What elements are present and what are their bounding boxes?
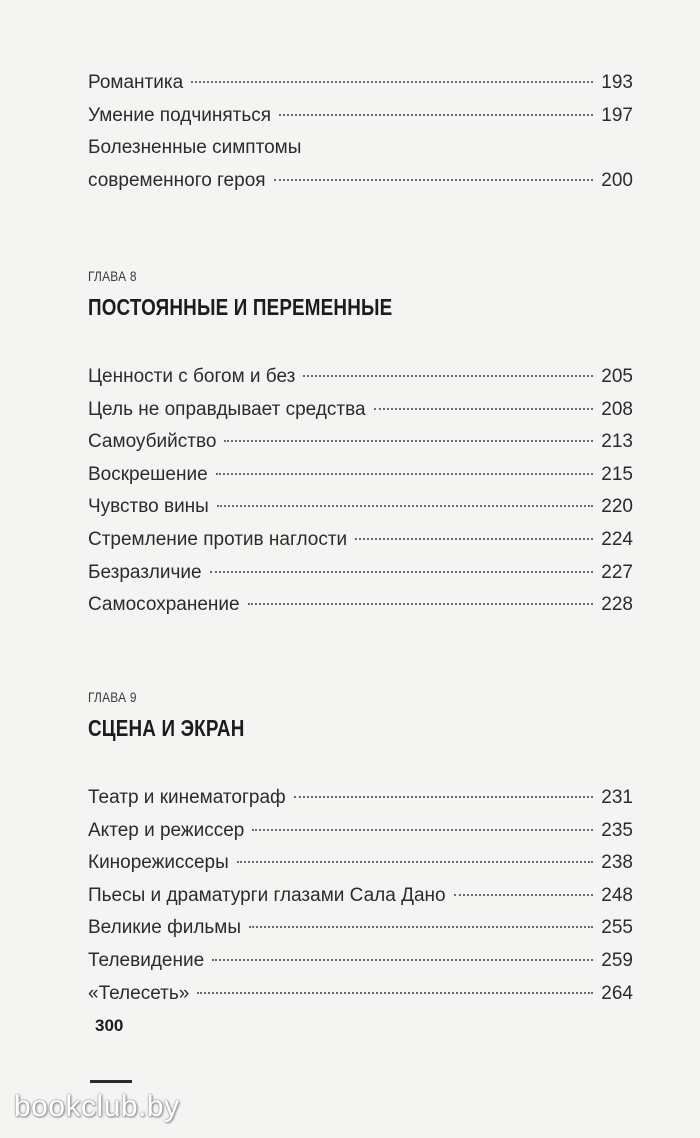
chapter-label: ГЛАВА 9	[88, 689, 137, 705]
toc-entry-title: Умение подчиняться	[88, 104, 272, 126]
chapter-label: ГЛАВА 8	[88, 268, 137, 284]
toc-entry-page: 215	[601, 463, 633, 485]
toc-entry-page: 235	[601, 819, 633, 841]
toc-entry-title: «Телесеть»	[88, 982, 190, 1004]
watermark: bookclub.by	[14, 1090, 180, 1123]
toc-entry	[88, 912, 633, 945]
toc-entry-title: Воскрешение	[88, 463, 208, 485]
toc-entry-page: 227	[601, 561, 633, 583]
toc-entry	[88, 557, 633, 590]
toc-entry	[88, 67, 633, 100]
toc-entry-page: 200	[601, 169, 633, 191]
toc-entry-page: 255	[601, 917, 633, 939]
toc-entry	[88, 524, 633, 557]
toc-entry-title: Пьесы и драматурги глазами Сала Дано	[88, 884, 446, 906]
dot-leader	[274, 178, 594, 181]
toc-entry-page: 259	[601, 949, 633, 971]
toc-entry-page: 205	[601, 366, 633, 387]
toc-entry-page: 193	[601, 72, 633, 93]
dot-leader	[216, 472, 594, 475]
toc-section-continued	[88, 67, 633, 197]
toc-entry	[88, 782, 633, 815]
toc-entry-title: современного героя	[88, 169, 266, 191]
toc-entry-page: 197	[601, 104, 633, 126]
toc-entry-title: Цель не оправдывает средства	[88, 398, 366, 420]
toc-entry	[88, 945, 633, 978]
toc-entry-title: Кинорежиссеры	[88, 852, 229, 874]
toc-entry	[88, 815, 633, 848]
dot-leader	[197, 991, 593, 994]
toc-entry-title: Чувство вины	[88, 496, 209, 518]
dot-leader	[355, 537, 593, 540]
toc-entry-title: Театр и кинематограф	[88, 787, 286, 808]
toc-entry-page: 248	[601, 884, 633, 906]
dot-leader	[294, 795, 594, 798]
toc-entry-page: 264	[601, 982, 633, 1004]
toc-entry-page: 213	[601, 431, 633, 453]
page-number: 300	[95, 1016, 124, 1035]
dot-leader	[454, 893, 594, 896]
toc-entry	[88, 491, 633, 524]
dot-leader	[217, 504, 593, 507]
dot-leader	[212, 958, 593, 961]
dot-leader	[252, 828, 593, 831]
dot-leader	[224, 439, 593, 442]
toc-entry-title: Великие фильмы	[88, 917, 242, 939]
toc-section-chapter-9	[88, 782, 633, 1010]
toc-entry-title: Актер и режиссер	[88, 819, 245, 841]
toc-entry	[88, 847, 633, 880]
chapter-title: СЦЕНА И ЭКРАН	[88, 715, 245, 741]
toc-entry	[88, 394, 633, 427]
toc-entry	[88, 165, 633, 198]
toc-entry-page: 208	[601, 398, 633, 420]
toc-entry	[88, 426, 633, 459]
toc-entry	[88, 459, 633, 492]
toc-entry-page: 228	[601, 594, 633, 616]
toc-entry	[88, 132, 633, 165]
toc-entry-page: 238	[601, 852, 633, 874]
chapter-title: ПОСТОЯННЫЕ И ПЕРЕМЕННЫЕ	[88, 294, 393, 320]
toc-entry-title: Ценности с богом и без	[88, 366, 296, 387]
toc-entry-title: Самосохранение	[88, 594, 240, 616]
toc-entry-title: Романтика	[88, 72, 184, 93]
dot-leader	[191, 80, 593, 83]
toc-entry	[88, 880, 633, 913]
toc-entry-page: 224	[601, 528, 633, 550]
dot-leader	[303, 374, 593, 377]
dot-leader	[249, 925, 593, 928]
dot-leader	[374, 407, 594, 410]
toc-entry-title: Безразличие	[88, 561, 202, 583]
toc-entry-page: 231	[601, 787, 633, 808]
dot-leader	[279, 113, 593, 116]
toc-section-chapter-8	[88, 361, 633, 622]
dot-leader	[248, 602, 594, 605]
toc-entry	[88, 100, 633, 133]
toc-entry-title: Телевидение	[88, 949, 205, 971]
toc-entry	[88, 978, 633, 1011]
toc-entry-title: Самоубийство	[88, 431, 217, 453]
toc-entry	[88, 361, 633, 394]
dot-leader	[210, 570, 594, 573]
dot-leader	[237, 860, 594, 863]
toc-entry-title: Болезненные симптомы	[88, 137, 302, 159]
page-number-rule	[90, 1080, 132, 1083]
toc-entry-page: 220	[601, 496, 633, 518]
toc-entry-title: Стремление против наглости	[88, 528, 348, 550]
toc-entry	[88, 589, 633, 622]
